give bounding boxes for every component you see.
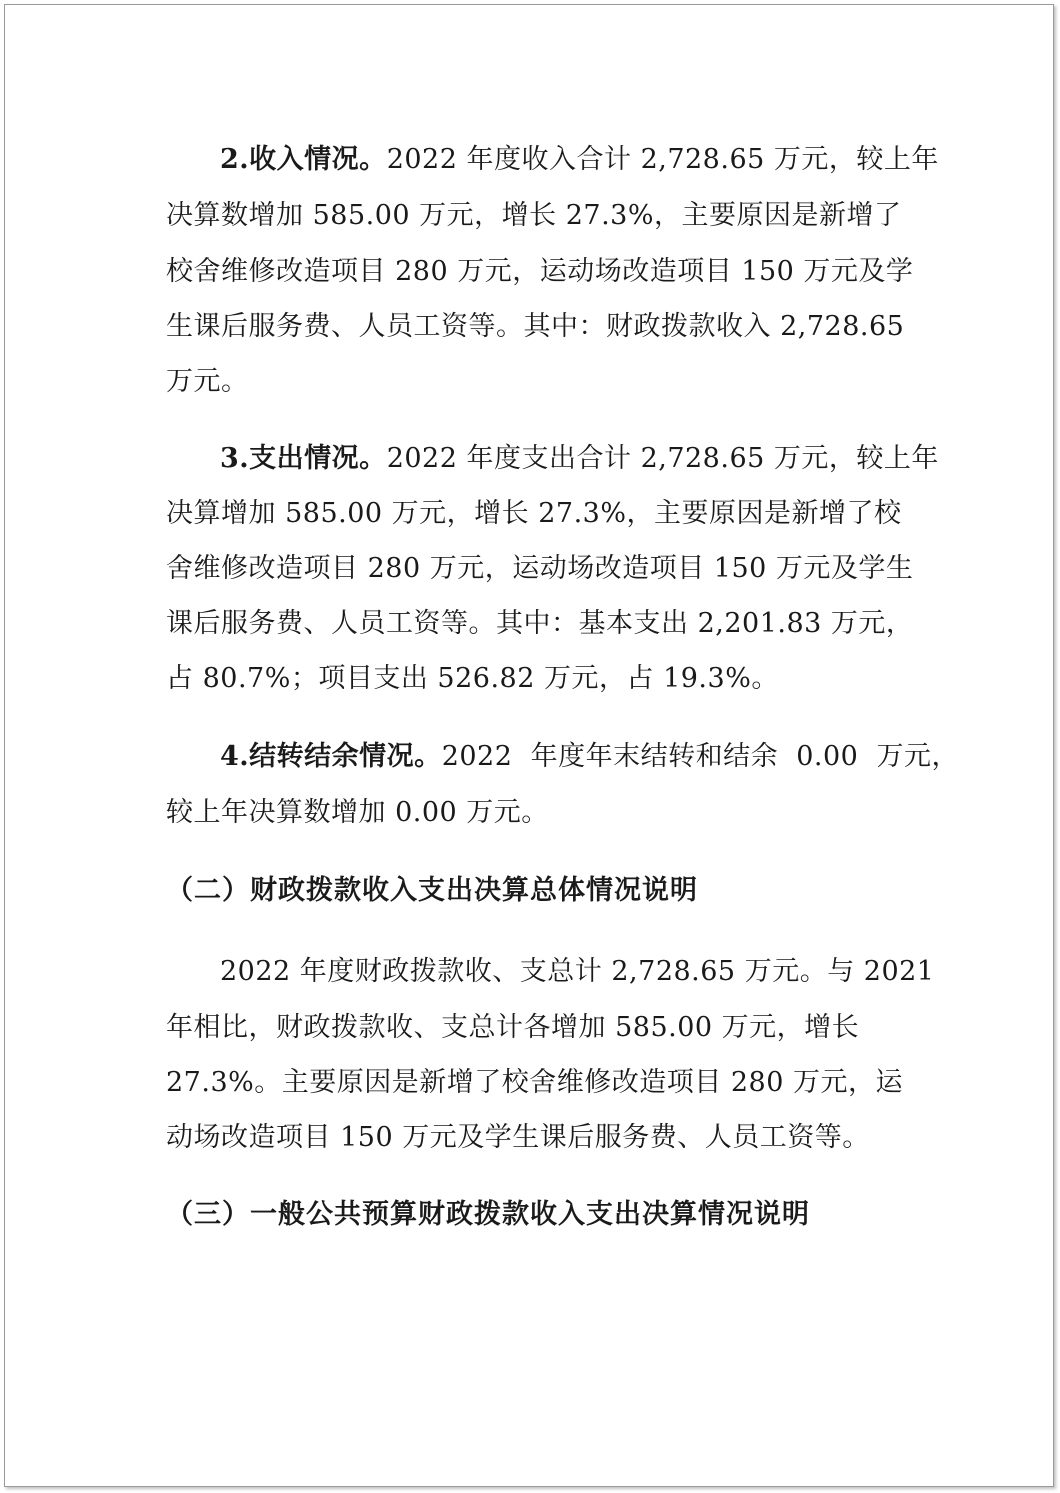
income-line-1-text: 2022 年度收入合计 2,728.65 万元，较上年 xyxy=(386,144,939,175)
expenditure-line-1-text: 2022 年度支出合计 2,728.65 万元，较上年 xyxy=(386,443,939,474)
fiscal-overall-line-4: 动场改造项目 150 万元及学生课后服务费、人员工资等。 xyxy=(166,1122,870,1153)
expenditure-heading: 3.支出情况。 xyxy=(220,443,387,474)
income-heading: 2.收入情况。 xyxy=(220,144,387,175)
expenditure-line-3: 舍维修改造项目 280 万元，运动场改造项目 150 万元及学生 xyxy=(166,553,914,584)
carryover-heading: 4.结转结余情况。 xyxy=(220,741,442,772)
income-line-3: 校舍维修改造项目 280 万元，运动场改造项目 150 万元及学 xyxy=(166,256,914,287)
fiscal-overall-section-title: （二）财政拨款收入支出决算总体情况说明 xyxy=(166,875,698,906)
income-line-2: 决算数增加 585.00 万元，增长 27.3%，主要原因是新增了 xyxy=(166,200,902,231)
carryover-line-1-text: 2022 年度年末结转和结余 0.00 万元， xyxy=(441,741,960,772)
fiscal-overall-line-2: 年相比，财政拨款收、支总计各增加 585.00 万元，增长 xyxy=(166,1012,860,1043)
income-paragraph-line-1 xyxy=(220,143,939,177)
expenditure-line-4: 课后服务费、人员工资等。其中：基本支出 2,201.83 万元， xyxy=(166,608,914,639)
carryover-line-2: 较上年决算数增加 0.00 万元。 xyxy=(166,797,549,828)
income-line-4: 生课后服务费、人员工资等。其中：财政拨款收入 2,728.65 xyxy=(166,311,905,342)
carryover-paragraph-line-1 xyxy=(220,740,959,774)
expenditure-line-2: 决算增加 585.00 万元，增长 27.3%，主要原因是新增了校 xyxy=(166,498,902,529)
income-line-5: 万元。 xyxy=(166,366,249,397)
fiscal-overall-line-3: 27.3%。主要原因是新增了校舍维修改造项目 280 万元，运 xyxy=(166,1067,903,1098)
fiscal-overall-line-1: 2022 年度财政拨款收、支总计 2,728.65 万元。与 2021 xyxy=(220,956,935,987)
expenditure-paragraph-line-1 xyxy=(220,442,939,476)
expenditure-line-5: 占 80.7%；项目支出 526.82 万元，占 19.3%。 xyxy=(166,663,779,694)
general-budget-section-title: （三）一般公共预算财政拨款收入支出决算情况说明 xyxy=(166,1199,810,1230)
